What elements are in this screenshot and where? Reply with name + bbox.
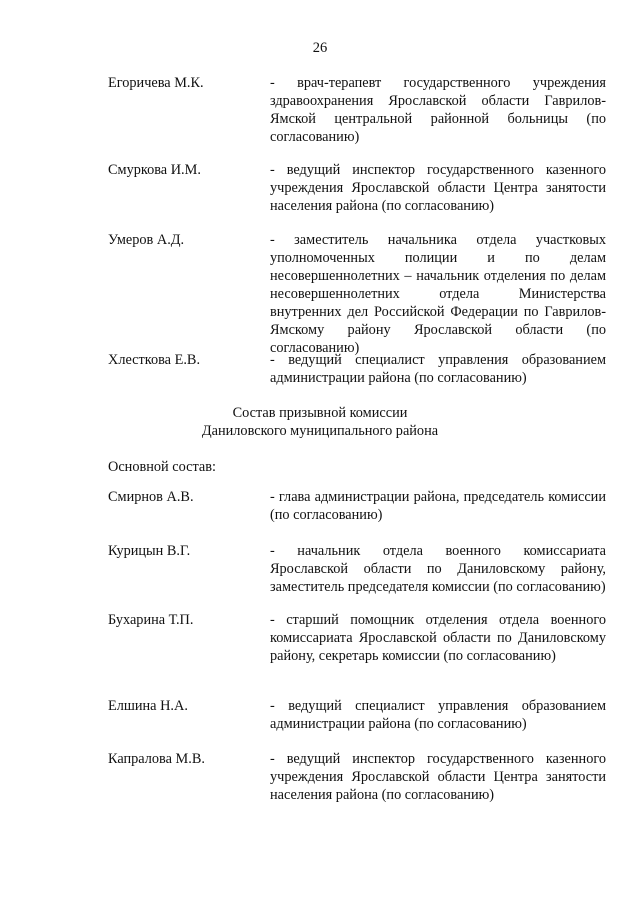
member-name: Умеров А.Д. (108, 232, 185, 248)
member-name: Елшина Н.А. (108, 698, 188, 714)
commission-title-line2: Даниловского муниципального района (201, 423, 439, 439)
member-role: - врач-терапевт государственного учреждения здравоохранения Ярославской области Гаврилов-Ямской центральной районной больницы (по согласованию) (270, 75, 606, 145)
member-name: Капралова М.В. (108, 751, 205, 767)
member-role: - глава администрации района, председатель комиссии (по согласованию) (270, 489, 606, 523)
member-role: - заместитель начальника отдела участковых уполномоченных полиции и по делам несовершеннолетних – начальник отделения по делам несовершеннолетних отдела Министерства внутренних дел Российской Федерации по Гаврилов-Ямскому району Ярославской области (по согласованию) (270, 232, 606, 356)
member-role: - начальник отдела военного комиссариата Ярославской области по Даниловскому району, заместитель председателя комиссии (по согласованию) (270, 543, 606, 595)
member-role: - старший помощник отделения отдела военного комиссариата Ярославской области по Даниловскому району, секретарь комиссии (по согласованию) (270, 612, 606, 664)
commission-title-line1: Состав призывной комиссии (232, 405, 408, 421)
member-name: Хлесткова Е.В. (108, 352, 201, 368)
member-role: - ведущий инспектор государственного казенного учреждения Ярославской области Центра занятости населения района (по согласованию) (270, 751, 606, 803)
member-name: Бухарина Т.П. (108, 612, 194, 628)
member-role: - ведущий специалист управления образованием администрации района (по согласованию) (270, 698, 606, 732)
page-number: 26 (312, 40, 328, 56)
member-name: Курицын В.Г. (108, 543, 191, 559)
member-role: - ведущий специалист управления образованием администрации района (по согласованию) (270, 352, 606, 386)
main-composition-heading: Основной состав: (108, 459, 216, 475)
member-name: Смуркова И.М. (108, 162, 201, 178)
member-role: - ведущий инспектор государственного казенного учреждения Ярославской области Центра занятости населения района (по согласованию) (270, 162, 606, 214)
member-name: Смирнов А.В. (108, 489, 194, 505)
member-name: Егоричева М.К. (108, 75, 204, 91)
